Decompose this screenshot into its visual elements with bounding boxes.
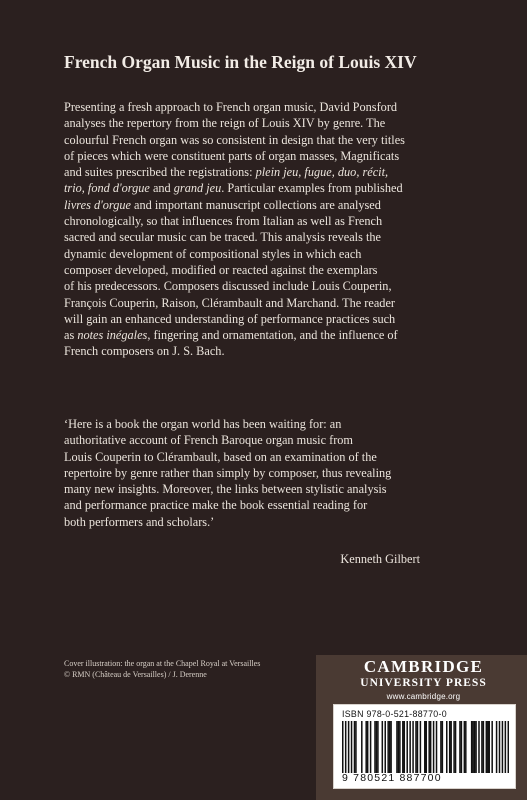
italic-term: trio, fond d'orgue (64, 181, 150, 196)
barcode-icon (342, 721, 509, 773)
cambridge-logo (331, 657, 516, 702)
quote-attribution: Kenneth Gilbert (340, 552, 420, 566)
isbn-label: ISBN 978-0-521-88770-0 (342, 709, 447, 719)
book-description (64, 99, 474, 360)
text-run: dynamic development of compositional styles in which each (64, 246, 362, 261)
description-line (64, 99, 474, 115)
credit-line: Cover illustration: the organ at the Chapel Royal at Versailles (64, 659, 261, 668)
text-run: sacred and secular music can be traced. This analysis reveals the (64, 230, 381, 245)
description-line (64, 164, 474, 180)
quote-line: authoritative account of French Baroque organ music from (64, 433, 354, 448)
quote-line: Louis Couperin to Clérambault, based on an examination of the (64, 449, 377, 464)
description-line (64, 197, 474, 213)
text-run: colourful French organ was so consistent in design that the very titles (64, 132, 405, 147)
description-line (64, 229, 474, 245)
text-run: , fingering and ornamentation, and the influence of (147, 328, 398, 343)
text-run: analyses the repertory from the reign of Louis XIV by genre. The (64, 116, 386, 131)
description-line (64, 343, 474, 359)
text-run: and suites prescribed the registrations: (64, 165, 256, 180)
description-line (64, 278, 474, 294)
credit-line: © RMN (Château de Versailles) / J. Derenne (64, 669, 207, 679)
italic-term: plein jeu, fugue, duo, récit, (255, 165, 389, 180)
text-run: and important manuscript collections are analysed (130, 197, 381, 212)
text-run: French composers on J. S. Bach. (64, 344, 225, 359)
barcode-digits: 9 780521 887700 (342, 772, 442, 784)
quote-line: both performers and scholars.’ (64, 514, 215, 529)
book-title: French Organ Music in the Reign of Louis XIV (64, 52, 417, 72)
text-run: Presenting a fresh approach to French organ music, David Ponsford (64, 100, 398, 114)
review-quote (64, 416, 474, 530)
text-run: François Couperin, Raison, Clérambault and Marchand. The reader (64, 295, 396, 310)
text-run: will gain an enhanced understanding of performance practices such (64, 311, 396, 326)
italic-term: notes inégales (77, 328, 148, 343)
publisher-subname: UNIVERSITY PRESS (360, 677, 487, 689)
description-line (64, 148, 474, 164)
barcode-panel (333, 704, 516, 789)
quote-line: many new insights. Moreover, the links between stylistic analysis (64, 482, 387, 497)
text-run: as (64, 328, 78, 343)
description-line (64, 311, 474, 327)
description-line (64, 115, 474, 131)
text-run: . Particular examples from published (221, 181, 403, 196)
description-line (64, 295, 474, 311)
description-line (64, 213, 474, 229)
text-run: and (149, 181, 174, 196)
description-line (64, 246, 474, 262)
description-line (64, 132, 474, 148)
publisher-url: www.cambridge.org (386, 692, 461, 701)
text-run: composer developed, modified or reacted against the exemplars (64, 262, 378, 277)
quote-line: repertoire by genre rather than simply by composer, thus revealing (64, 465, 392, 480)
description-line (64, 180, 474, 196)
text-run: of his predecessors. Composers discussed include Louis Couperin, (64, 279, 392, 294)
italic-term: livres d'orgue (64, 197, 131, 212)
cover-illustration-credit (64, 659, 304, 680)
text-run: chronologically, so that influences from Italian as well as French (64, 214, 383, 229)
description-line (64, 327, 474, 343)
italic-term: grand jeu (173, 181, 222, 196)
text-run: of pieces which were constituent parts of organ masses, Magnificats (64, 148, 400, 163)
publisher-name: CAMBRIDGE (363, 657, 484, 676)
quote-line: ‘Here is a book the organ world has been waiting for: an (64, 417, 342, 431)
description-line (64, 262, 474, 278)
quote-line: and performance practice make the book essential reading for (64, 498, 368, 513)
